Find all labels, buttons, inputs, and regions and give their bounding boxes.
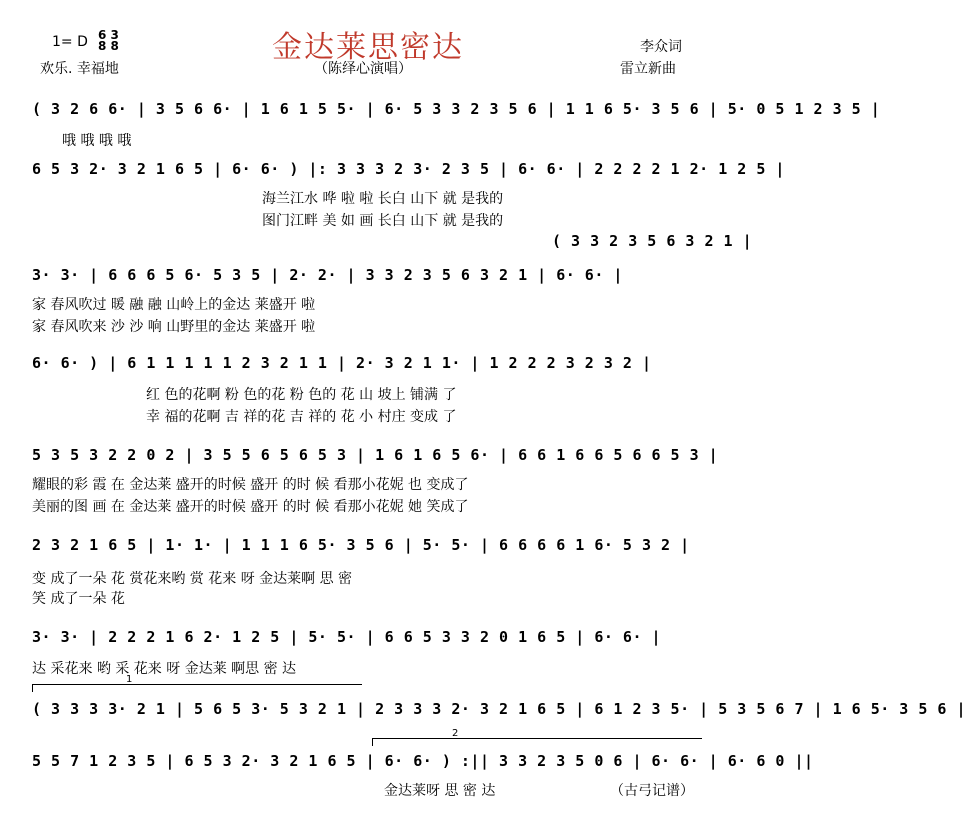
lyric-line-2b: 图门江畔 美 如 画 长白 山下 就 是我的 — [262, 213, 504, 229]
notation-line-6: 2 3 2 1 6 5 | 1· 1· | 1 1 1 6 5· 3 5 6 | 5· 5· | 6 6 6 6 1 6· 5 3 2 | — [32, 536, 690, 554]
lyric-line-1a: 哦 哦 哦 哦 — [62, 133, 132, 149]
composer: 雷立新曲 — [620, 61, 676, 77]
volta-2-label: 2 — [452, 728, 459, 739]
key-signature: 1= D — [52, 34, 88, 50]
lyric-line-4b: 幸 福的花啊 吉 祥的花 吉 祥的 花 小 村庄 变成 了 — [146, 409, 457, 425]
notation-line-2-intro: ( 3 3 2 3 5 6 3 2 1 | — [552, 232, 753, 250]
lyric-line-2a: 海兰江水 哗 啦 啦 长白 山下 就 是我的 — [262, 191, 504, 207]
lyric-line-5a: 耀眼的彩 霞 在 金达莱 盛开的时候 盛开 的时 候 看那小花妮 也 变成了 — [32, 477, 469, 493]
notation-line-2: 6 5 3 2· 3 2 1 6 5 | 6· 6· ) |: 3 3 3 2 3· 2 3 5 | 6· 6· | 2 2 2 2 1 2· 1 2 5 | — [32, 160, 785, 178]
lyric-line-3b: 家 春风吹来 沙 沙 响 山野里的金达 莱盛开 啦 — [32, 319, 316, 335]
volta-1-start — [32, 684, 33, 692]
page-title: 金达莱思密达 — [272, 30, 464, 65]
tempo-mood: 欢乐. 幸福地 — [40, 61, 119, 77]
lyric-line-7a: 达 采花来 哟 采 花来 呀 金达莱 啊思 密 达 — [32, 661, 297, 677]
notation-line-1: ( 3 2 6 6· | 3 5 6 6· | 1 6 1 5 5· | 6· 5 3 3 2 3 5 6 | 1 1 6 5· 3 5 6 | 5· 0 5 1 2 3 5 | — [32, 100, 881, 118]
volta-1-bracket — [32, 684, 362, 685]
lyric-line-4a: 红 色的花啊 粉 色的花 粉 色的 花 山 坡上 铺满 了 — [146, 387, 457, 403]
lyric-line-5b: 美丽的图 画 在 金达莱 盛开的时候 盛开 的时 候 看那小花妮 她 笑成了 — [32, 499, 469, 515]
notation-line-4: 6· 6· ) | 6 1 1 1 1 1 2 3 2 1 1 | 2· 3 2 1 1· | 1 2 2 2 3 2 3 2 | — [32, 354, 652, 372]
time-signature: 6 8 3 8 — [98, 28, 119, 53]
transcriber-credit: （古弓记谱） — [610, 783, 694, 799]
lyric-line-9a: 金达莱呀 思 密 达 — [384, 783, 496, 799]
notation-line-7: 3· 3· | 2 2 2 1 6 2· 1 2 5 | 5· 5· | 6 6 5 3 3 2 0 1 6 5 | 6· 6· | — [32, 628, 662, 646]
notation-line-5: 5 3 5 3 2 2 0 2 | 3 5 5 6 5 6 5 3 | 1 6 1 6 5 6· | 6 6 1 6 6 5 6 6 5 3 | — [32, 446, 719, 464]
lyric-line-6a: 变 成了一朵 花 赏花来哟 赏 花来 呀 金达莱啊 思 密 — [32, 571, 353, 587]
performer: （陈绎心演唱） — [314, 61, 412, 77]
volta-1-label: 1 — [126, 674, 133, 685]
volta-2-bracket — [372, 738, 702, 739]
notation-line-9: 5 5 7 1 2 3 5 | 6 5 3 2· 3 2 1 6 5 | 6· 6· ) :|| 3 3 2 3 5 0 6 | 6· 6· | 6· 6 0 || — [32, 752, 814, 770]
notation-line-8: ( 3 3 3 3· 2 1 | 5 6 5 3· 5 3 2 1 | 2 3 3 3 2· 3 2 1 6 5 | 6 1 2 3 5· | 5 3 5 6 7 | 1 6 5· 3 5 6 | — [32, 700, 966, 718]
lyric-line-6b: 笑 成了一朵 花 — [32, 591, 125, 607]
volta-2-start — [372, 738, 373, 746]
lyric-line-3a: 家 春风吹过 暖 融 融 山岭上的金达 莱盛开 啦 — [32, 297, 316, 313]
notation-line-3: 3· 3· | 6 6 6 5 6· 5 3 5 | 2· 2· | 3 3 2 3 5 6 3 2 1 | 6· 6· | — [32, 266, 623, 284]
lyricist: 李众词 — [640, 39, 682, 55]
